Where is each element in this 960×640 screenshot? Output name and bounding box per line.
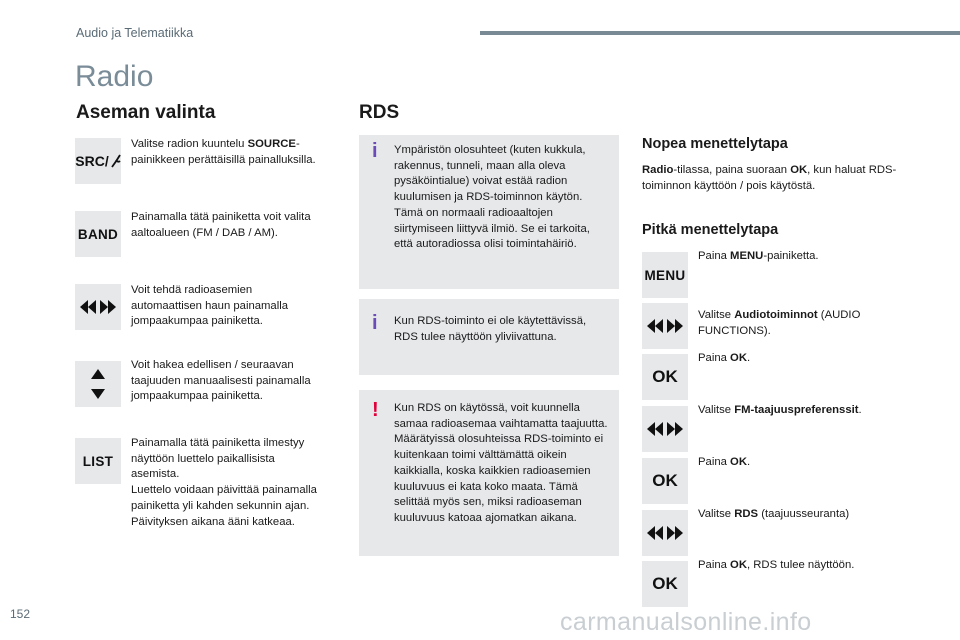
step-text: Valitse Audiotoiminnot (AUDIO FUNCTIONS). [698, 309, 861, 337]
step-text: Paina OK. [698, 352, 751, 364]
band-button-icon: BAND [75, 211, 121, 257]
info-mark-icon: i [372, 312, 378, 334]
seek-arrows-icon [642, 510, 688, 556]
warning-note-rds [359, 390, 619, 556]
manual-tune-description: Voit hakea edellisen / seuraavan taajuuden manuaalisesti painamalla jompaakumpaa painiketta. [131, 359, 311, 403]
ok-button-icon: OK [642, 561, 688, 607]
header-rule [480, 31, 960, 35]
list-description: Painamalla tätä painiketta ilmestyy näyttöön luettelo paikallisista asemista. Luettelo voidaan päivittää painamalla painiketta yli kahden sekunnin ajan. Päivityksen aikana ääni katkeaa. [131, 437, 317, 528]
info-note-unavailable [359, 299, 619, 375]
seek-arrows-icon [642, 406, 688, 452]
long-procedure-heading: Pitkä menettelytapa [642, 222, 779, 238]
info-mark-icon: i [372, 140, 378, 162]
step-text: Paina MENU-painiketta. [698, 250, 819, 262]
station-selection-heading: Aseman valinta [76, 102, 216, 123]
menu-button-icon: MENU [642, 252, 688, 298]
step-text: Paina OK, RDS tulee näyttöön. [698, 559, 855, 571]
source-button-icon: SRC/ [75, 138, 121, 184]
page-title: Radio [75, 60, 154, 93]
info-note-conditions [359, 135, 619, 289]
ok-button-icon: OK [642, 458, 688, 504]
seek-arrows-icon [642, 303, 688, 349]
step-text: Paina OK. [698, 456, 751, 468]
warning-note-text: Kun RDS on käytössä, voit kuunnella samaa radioasemaa vaihtamatta taajuutta. Määrätyissä olosuhteissa RDS-toiminto ei kuitenkaan toimi välttämättä oikein kaikkialla, koska kaikkien radioasemien kuuluvuus ei kata koko maata. Tämä selittää myös sen, miksi radioaseman kuuluvuus katoaa ajomatkan aikana. [394, 402, 608, 524]
info-note-text: Kun RDS-toiminto ei ole käytettävissä, RDS tulee näyttöön yliviivattuna. [394, 315, 587, 343]
step-text: Valitse FM-taajuuspreferenssit. [698, 404, 862, 416]
list-button-icon: LIST [75, 438, 121, 484]
page-number: 152 [10, 607, 31, 621]
source-description: Valitse radion kuuntelu SOURCE- painikkeen perättäisillä painalluksilla. [131, 138, 316, 166]
seek-arrows-icon [75, 284, 121, 330]
up-down-arrows-icon [75, 361, 121, 407]
ok-button-icon: OK [642, 354, 688, 400]
section-header: Audio ja Telematiikka [76, 26, 194, 40]
warning-mark-icon: ! [372, 399, 379, 421]
band-description: Painamalla tätä painiketta voit valita aaltoalueen (FM / DAB / AM). [131, 211, 311, 239]
quick-procedure-heading: Nopea menettelytapa [642, 136, 788, 152]
watermark: carmanualsonline.info [560, 608, 812, 636]
quick-procedure-text: Radio-tilassa, paina suoraan OK, kun haluat RDS-toiminnon käyttöön / pois käytöstä. [642, 164, 897, 192]
seek-description: Voit tehdä radioasemien automaattisen haun painamalla jompaakumpaa painiketta. [131, 284, 289, 328]
rds-heading: RDS [359, 102, 400, 123]
step-text: Valitse RDS (taajuusseuranta) [698, 508, 850, 520]
info-note-text: Ympäristön olosuhteet (kuten kukkula, rakennus, tunneli, maan alla oleva pysäköintialue) voivat estää radion kuulumisen ja RDS-toiminnon käytön. Tämä on normaali radioaaltojen siirtymiseen liittyvä ilmiö. Se ei tarkoita, että autoradiossa olisi toimintahäiriö. [394, 144, 590, 251]
